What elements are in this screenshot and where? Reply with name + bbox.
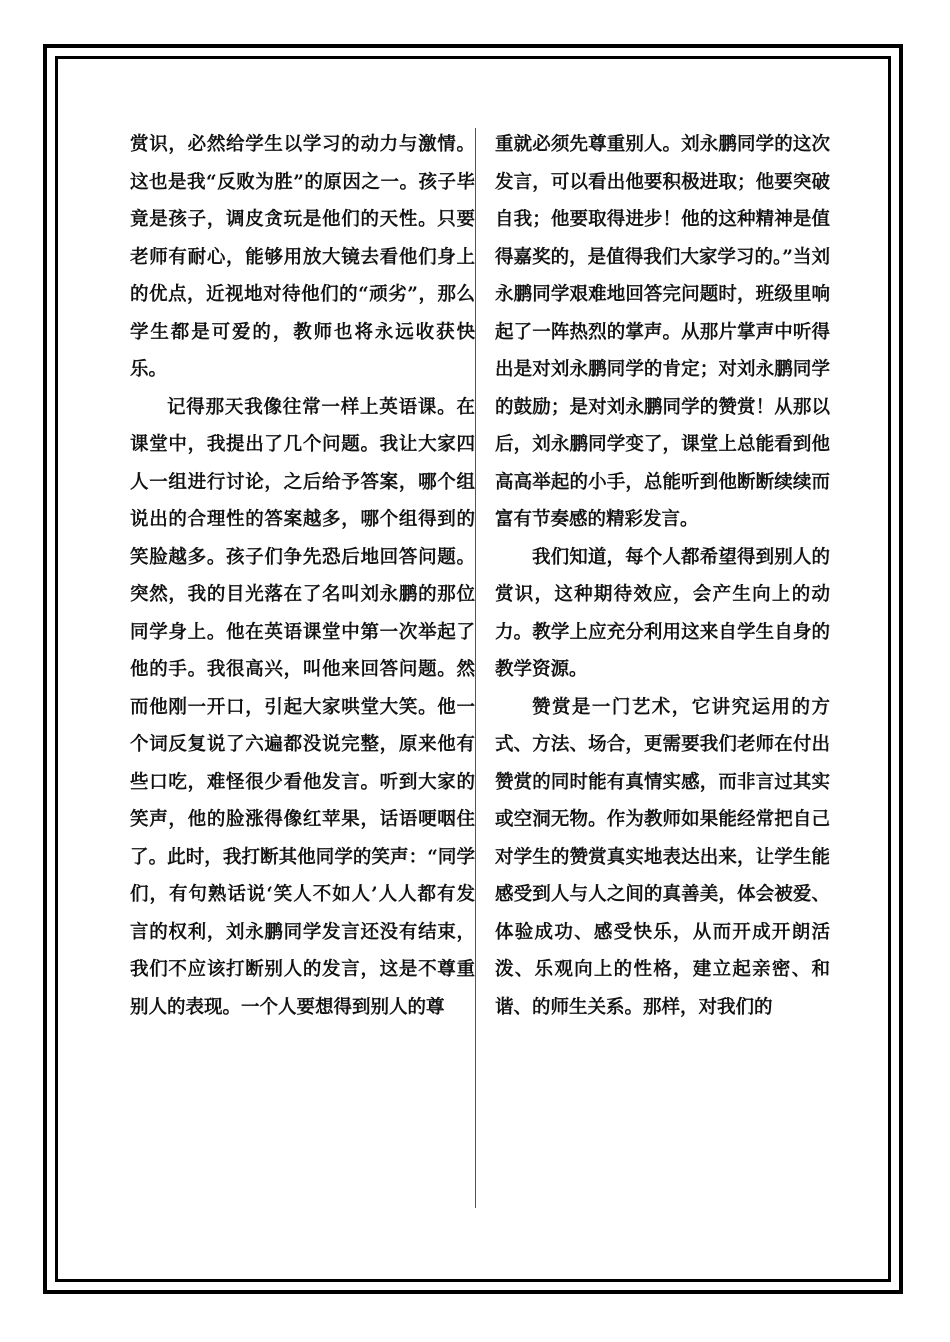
right-paragraph-3: 赞赏是一门艺术，它讲究运用的方式、方法、场合，更需要我们老师在付出赞赏的同时能有真情实感，而非言过其实或空洞无物。作为教师如果能经常把自己对学生的赞赏真实地表达出来，让学生能感受到人与人之间的真善美，体会被爱、体验成功、感受快乐，从而开成开朗活泼、乐观向上的性格，建立起亲密、和谐、的师生关系。那样，对我们的 (495, 696, 830, 1018)
left-paragraph-1: 赏识，必然给学生以学习的动力与激情。这也是我“反败为胜”的原因之一。孩子毕竟是孩子，调皮贪玩是他们的天性。只要老师有耐心，能够用放大镜去看他们身上的优点，近视地对待他们的“顽劣”，那么学生都是可爱的，教师也将永远收获快乐。 (130, 134, 475, 380)
right-paragraph-2: 我们知道，每个人都希望得到别人的赏识，这种期待效应，会产生向上的动力。教学上应充分利用这来自学生自身的教学资源。 (495, 546, 830, 680)
left-paragraph-2: 记得那天我像往常一样上英语课。在课堂中，我提出了几个问题。我让大家四人一组进行讨论，之后给予答案，哪个组说出的合理性的答案越多，哪个组得到的笑脸越多。孩子们争先恐后地回答问题。突然，我的目光落在了名叫刘永鹏的那位同学身上。他在英语课堂中第一次举起了他的手。我很高兴，叫他来回答问题。然而他刚一开口，引起大家哄堂大笑。他一个词反复说了六遍都没说完整，原来他有些口吃，难怪很少看他发言。听到大家的笑声，他的脸涨得像红苹果，话语哽咽住了。此时，我打断其他同学的笑声：“同学们，有句熟话说‘笑人不如人’人人都有发言的权利，刘永鹏同学发言还没有结束，我们不应该打断别人的发言，这是不尊重别人的表现。一个人要想得到别人的尊 (130, 396, 475, 1018)
column-divider (475, 128, 476, 1208)
right-paragraph-1: 重就必须先尊重别人。刘永鹏同学的这次发言，可以看出他要积极进取；他要突破自我；他要取得进步！他的这种精神是值得嘉奖的，是值得我们大家学习的。”当刘永鹏同学艰难地回答完问题时，班级里响起了一阵热烈的掌声。从那片掌声中听得出是对刘永鹏同学的肯定；对刘永鹏同学的鼓励；是对刘永鹏同学的赞赏！从那以后，刘永鹏同学变了，课堂上总能看到他高高举起的小手，总能听到他断断续续而富有节奏感的精彩发言。 (495, 134, 830, 530)
right-column (495, 126, 830, 1026)
left-column (130, 126, 475, 1026)
